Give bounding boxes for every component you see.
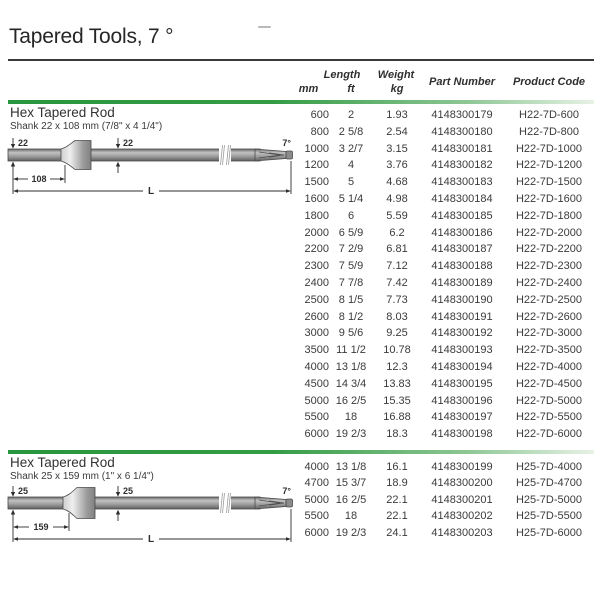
cell-part-number: 4148300196 [431,394,493,407]
cell-part-number: 4148300197 [431,411,493,424]
cell-part-number: 4148300192 [431,327,493,340]
cell-weight-kg: 18.9 [386,477,408,490]
cell-length-mm: 6000 [304,428,329,441]
cell-part-number: 4148300200 [431,477,493,490]
cell-length-mm: 800 [310,125,329,138]
dim-label-total-length: L [147,534,155,545]
column-header-weight: Weight [377,69,415,81]
cell-length-ft: 13 1/8 [335,360,367,373]
cell-part-number: 4148300187 [431,243,493,256]
dim-arrow-down [11,144,15,149]
dim-label-shank-length: 159 [33,522,49,532]
cell-weight-kg: 16.88 [383,411,411,424]
table-row [285,475,598,491]
cell-weight-kg: 7.73 [386,293,408,306]
cell-length-mm: 2500 [304,293,329,306]
cell-length-ft: 16 2/5 [335,394,367,407]
table-row [285,508,598,524]
cell-length-mm: 2200 [304,243,329,256]
table-row [285,225,598,242]
dim-label-taper-angle: 7° [282,138,291,148]
cell-product-code: H22-7D-2400 [515,276,583,289]
dim-arrow-down [116,492,120,497]
table-row [285,426,598,443]
cell-length-ft: 7 7/8 [338,276,364,289]
cell-product-code: H22-7D-2600 [515,310,583,323]
cell-length-ft: 6 5/9 [338,226,364,239]
dim-label-taper-angle: 7° [282,486,291,496]
cell-weight-kg: 3.76 [386,159,408,172]
cell-product-code: H22-7D-2300 [515,260,583,273]
cell-length-ft: 5 [347,176,355,189]
cell-length-ft: 5 1/4 [338,192,364,205]
column-header-product-code: Product Code [512,76,586,88]
table-row [285,292,598,309]
spec-table [285,107,598,443]
table-row [285,141,598,158]
section-divider-green-bar [8,100,594,104]
cell-product-code: H25-7D-6000 [515,526,583,539]
cell-weight-kg: 22.1 [386,510,408,523]
cell-part-number: 4148300182 [431,159,493,172]
cell-length-ft: 15 3/7 [335,477,367,490]
cell-weight-kg: 1.93 [386,109,408,121]
cell-length-mm: 3000 [304,327,329,340]
dim-arrow-down [11,492,15,497]
column-header-mm: mm [298,83,319,95]
cell-length-ft: 11 1/2 [336,344,366,357]
cell-weight-kg: 6.2 [389,226,405,239]
cell-product-code: H25-7D-5000 [515,493,583,506]
cell-part-number: 4148300194 [431,360,493,373]
cell-weight-kg: 24.1 [386,526,408,539]
cell-length-mm: 4700 [304,477,329,490]
cell-product-code: H22-7D-6000 [515,428,583,441]
cell-weight-kg: 5.59 [386,209,408,222]
page-title: Tapered Tools, 7 ° [9,25,174,48]
cell-product-code: H22-7D-5000 [515,394,583,407]
cell-length-mm: 2300 [304,260,329,273]
cell-length-mm: 2400 [304,276,329,289]
cell-length-ft: 3 2/7 [338,142,364,155]
section-subheading: Shank 25 x 159 mm (1" x 6 1/4") [10,471,154,482]
cell-length-ft: 18 [344,510,358,523]
cell-length-mm: 1200 [304,159,329,172]
cell-product-code: H22-7D-4000 [515,360,583,373]
cell-length-mm: 5500 [304,510,329,523]
cell-length-mm: 3500 [304,344,329,357]
cell-product-code: H25-7D-4700 [515,477,583,490]
cell-weight-kg: 15.35 [383,394,411,407]
cell-part-number: 4148300181 [431,142,493,155]
cell-part-number: 4148300193 [431,344,493,357]
cell-product-code: H22-7D-2200 [515,243,583,256]
cell-weight-kg: 4.68 [386,176,408,189]
cell-length-mm: 1600 [304,192,329,205]
cell-weight-kg: 22.1 [386,493,408,506]
table-row [285,208,598,225]
cell-weight-kg: 6.81 [386,243,408,256]
cell-length-ft: 16 2/5 [335,493,367,506]
rod-collar [61,141,91,170]
cell-part-number: 4148300186 [431,226,493,239]
cell-weight-kg: 9.25 [386,327,408,340]
cell-length-mm: 2600 [304,310,329,323]
table-row [285,393,598,410]
cell-product-code: H22-7D-3000 [515,327,583,340]
cell-weight-kg: 7.12 [386,260,408,273]
dim-label-mid-diameter: 25 [123,486,134,496]
dim-label-mid-diameter: 22 [123,138,134,148]
cell-part-number: 4148300180 [431,125,493,138]
table-row [285,275,598,292]
dim-label-shank-diameter: 22 [18,138,29,148]
section-divider-green-bar [8,450,594,454]
table-row [285,459,598,475]
rod-tapered-tip [255,497,286,509]
cell-part-number: 4148300190 [431,293,493,306]
table-row [285,107,598,124]
table-row [285,174,598,191]
cell-length-ft: 8 1/5 [338,293,364,306]
cell-length-mm: 1800 [304,209,329,222]
cell-product-code: H22-7D-4500 [515,377,583,390]
cell-length-ft: 13 1/8 [335,461,367,473]
cell-product-code: H22-7D-3500 [515,344,583,357]
cell-length-ft: 4 [347,159,355,172]
cell-part-number: 4148300195 [431,377,493,390]
cell-length-ft: 6 [347,209,355,222]
cell-product-code: H22-7D-1600 [515,192,583,205]
cell-weight-kg: 8.03 [386,310,408,323]
cell-part-number: 4148300189 [431,276,493,289]
cell-length-mm: 1500 [304,176,329,189]
dim-label-shank-length: 108 [31,174,47,184]
cell-length-mm: 2000 [304,226,329,239]
cell-length-ft: 9 5/6 [338,327,364,340]
cell-length-ft: 2 5/8 [338,125,364,138]
cell-product-code: H22-7D-1800 [515,209,583,222]
cell-product-code: H22-7D-600 [519,109,579,121]
cell-product-code: H25-7D-5500 [515,510,583,523]
table-row [285,376,598,393]
dim-arrow-down [116,144,120,149]
table-row [285,359,598,376]
title-rule [8,59,594,61]
cell-length-mm: 6000 [304,526,329,539]
cell-product-code: H22-7D-1000 [515,142,583,155]
cell-length-mm: 5500 [304,411,329,424]
cell-part-number: 4148300179 [431,109,493,121]
cell-part-number: 4148300191 [431,310,493,323]
cell-length-ft: 7 5/9 [338,260,364,273]
cell-length-mm: 4000 [304,360,329,373]
cell-weight-kg: 16.1 [386,461,408,473]
cell-part-number: 4148300202 [431,510,493,523]
cell-part-number: 4148300188 [431,260,493,273]
rod-collar [63,488,95,519]
column-header-part-number: Part Number [428,76,496,88]
table-row [285,191,598,208]
cell-weight-kg: 4.98 [386,192,408,205]
cell-length-ft: 8 1/2 [338,310,364,323]
column-header-ft: ft [347,83,355,95]
cell-length-ft: 19 2/3 [335,526,367,539]
cell-part-number: 4148300199 [431,461,493,473]
table-row [285,492,598,508]
cell-length-ft: 2 [347,109,355,121]
column-header-length: Length [323,69,361,81]
table-row [285,409,598,426]
cell-weight-kg: 7.42 [386,276,408,289]
cell-weight-kg: 10.78 [383,344,411,357]
cell-length-mm: 600 [310,109,329,121]
cell-part-number: 4148300184 [431,192,493,205]
cell-product-code: H22-7D-2000 [515,226,583,239]
cell-weight-kg: 2.54 [386,125,408,138]
cell-length-mm: 4000 [304,461,329,473]
cell-weight-kg: 13.83 [383,377,411,390]
table-row [285,241,598,258]
section-heading: Hex Tapered Rod [10,105,115,120]
cell-product-code: H22-7D-2500 [515,293,583,306]
table-row [285,525,598,541]
cell-product-code: H22-7D-5500 [515,411,583,424]
dim-label-shank-diameter: 25 [18,486,29,496]
rod-tapered-tip [255,149,286,161]
section-heading: Hex Tapered Rod [10,455,115,470]
cell-part-number: 4148300198 [431,428,493,441]
cell-length-ft: 18 [344,411,358,424]
table-row [285,157,598,174]
table-row [285,124,598,141]
table-row [285,325,598,342]
cell-product-code: H22-7D-1500 [515,176,583,189]
column-header-kg: kg [390,83,404,95]
cell-part-number: 4148300185 [431,209,493,222]
cell-product-code: H22-7D-1200 [515,159,583,172]
rod-technical-drawing [5,135,295,197]
cell-part-number: 4148300201 [431,493,493,506]
cell-length-mm: 5000 [304,493,329,506]
cell-part-number: 4148300203 [431,526,493,539]
cell-product-code: H25-7D-4000 [515,461,583,473]
cell-length-mm: 5000 [304,394,329,407]
cell-length-mm: 1000 [304,142,329,155]
table-row [285,309,598,326]
scan-artifact [258,26,271,28]
cell-length-ft: 19 2/3 [335,428,367,441]
cell-product-code: H22-7D-800 [519,125,579,138]
cell-weight-kg: 3.15 [386,142,408,155]
cell-weight-kg: 12.3 [386,360,408,373]
cell-length-mm: 4500 [304,377,329,390]
cell-weight-kg: 18.3 [386,428,408,441]
section-subheading: Shank 22 x 108 mm (7/8" x 4 1/4") [10,121,163,132]
dim-label-total-length: L [147,186,155,197]
table-row [285,342,598,359]
rod-technical-drawing [5,483,295,545]
table-row [285,258,598,275]
cell-length-ft: 14 3/4 [335,377,367,390]
cell-length-ft: 7 2/9 [338,243,364,256]
cell-part-number: 4148300183 [431,176,493,189]
spec-table [285,459,598,541]
